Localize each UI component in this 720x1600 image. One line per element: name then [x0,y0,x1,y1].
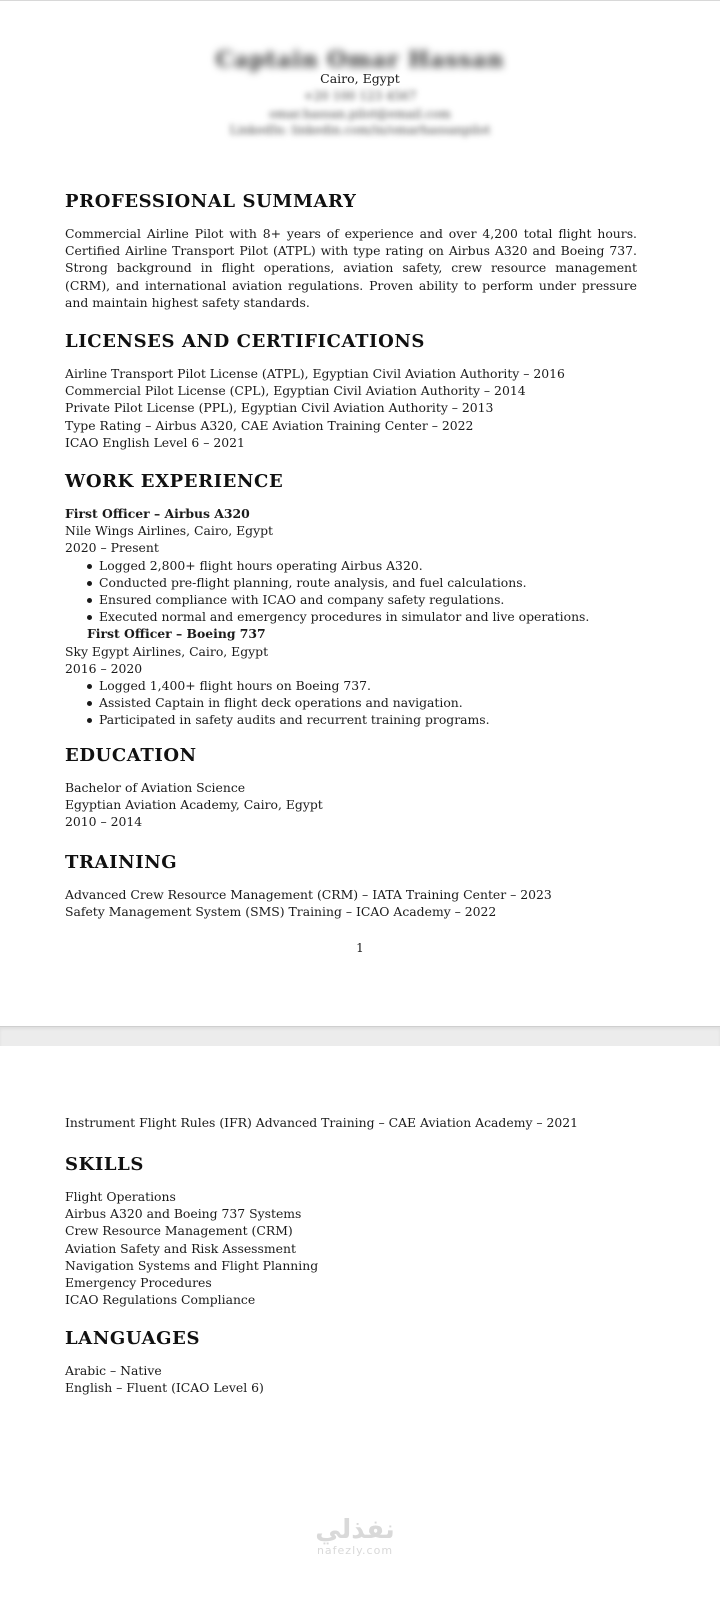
license-item: Commercial Pilot License (CPL), Egyptian Civil Aviation Authority – 2014 [65,383,526,399]
job-company: Sky Egypt Airlines, Cairo, Egypt [65,643,269,659]
skill-item: Emergency Procedures [65,1275,212,1291]
job-bullet: Logged 1,400+ flight hours on Boeing 737. [65,677,637,694]
education-dates: 2010 – 2014 [65,814,143,830]
license-item: Private Pilot License (PPL), Egyptian Civil Aviation Authority – 2013 [65,400,494,416]
job-bullet: Participated in safety audits and recurrent training programs. [65,711,637,728]
candidate-phone: +20 100 123 4567 [303,89,417,103]
training-heading: TRAINING [65,852,178,873]
skill-item: ICAO Regulations Compliance [65,1292,256,1308]
skills-heading: SKILLS [65,1154,144,1175]
watermark-latin: nafezly.com [316,1544,394,1557]
job-title: First Officer – Airbus A320 [65,506,250,521]
experience-section [65,471,637,729]
summary-heading: PROFESSIONAL SUMMARY [65,191,357,212]
licenses-section [65,331,637,451]
job-entry [65,625,637,728]
education-school: Egyptian Aviation Academy, Cairo, Egypt [65,797,323,813]
training-section [65,852,637,920]
summary-section [65,191,637,311]
skills-section [65,1154,637,1308]
license-item: ICAO English Level 6 – 2021 [65,434,245,450]
job-bullet: Ensured compliance with ICAO and company safety regulations. [65,591,637,608]
skill-item: Flight Operations [65,1189,176,1204]
experience-heading: WORK EXPERIENCE [65,471,284,492]
job-company: Nile Wings Airlines, Cairo, Egypt [65,523,274,539]
candidate-name: Captain Omar Hassan [215,47,505,73]
job-bullet: Assisted Captain in flight deck operations and navigation. [65,694,637,711]
watermark-arabic: نفذلي [315,1515,395,1545]
training-item: Safety Management System (SMS) Training – ICAO Academy – 2022 [65,904,497,920]
job-title: First Officer – Boeing 737 [87,626,266,642]
training-item: Instrument Flight Rules (IFR) Advanced Training – CAE Aviation Academy – 2021 [65,1115,579,1130]
candidate-email: omar.hassan.pilot@email.com [269,107,451,121]
education-degree: Bachelor of Aviation Science [65,780,246,795]
skill-item: Navigation Systems and Flight Planning [65,1257,319,1273]
skill-item: Aviation Safety and Risk Assessment [65,1240,296,1256]
job-dates: 2016 – 2020 [65,660,143,676]
job-entry [65,505,637,625]
skill-item: Airbus A320 and Boeing 737 Systems [65,1206,302,1222]
candidate-city: Cairo, Egypt [320,71,400,86]
training-continued [65,1114,637,1131]
licenses-heading: LICENSES AND CERTIFICATIONS [65,331,426,352]
job-bullet: Logged 2,800+ flight hours operating Airbus A320. [65,557,637,574]
summary-text: Commercial Airline Pilot with 8+ years of experience and over 4,200 total flight hours. Certified Airline Transport Pilot (ATPL) with type rating on Airbus A320 and Boeing 737. Strong background in flight operations, aviation safety, crew resource management (CRM), and international aviation regulations. Proven ability to perform under pressure and maintain highest safety standards. [65,226,637,310]
job-dates: 2020 – Present [65,540,159,556]
watermark-logo [300,1516,410,1557]
license-item: Airline Transport Pilot License (ATPL), Egyptian Civil Aviation Authority – 2016 [65,366,565,381]
license-item: Type Rating – Airbus A320, CAE Aviation Training Center – 2022 [65,417,474,433]
languages-section [65,1328,637,1396]
job-bullets [65,557,637,626]
candidate-linkedin: LinkedIn: linkedin.com/in/omarhassanpilot [229,123,491,137]
training-item: Advanced Crew Resource Management (CRM) – IATA Training Center – 2023 [65,887,552,902]
education-heading: EDUCATION [65,745,197,766]
language-item: Arabic – Native [65,1363,162,1378]
skill-item: Crew Resource Management (CRM) [65,1223,293,1239]
education-section [65,745,637,831]
page-separator [0,1026,720,1047]
job-bullet: Conducted pre-flight planning, route analysis, and fuel calculations. [65,574,637,591]
job-bullet: Executed normal and emergency procedures in simulator and live operations. [65,608,637,625]
page-number: 1 [356,941,364,955]
job-bullets [65,677,637,729]
languages-heading: LANGUAGES [65,1328,201,1349]
language-item: English – Fluent (ICAO Level 6) [65,1380,264,1396]
